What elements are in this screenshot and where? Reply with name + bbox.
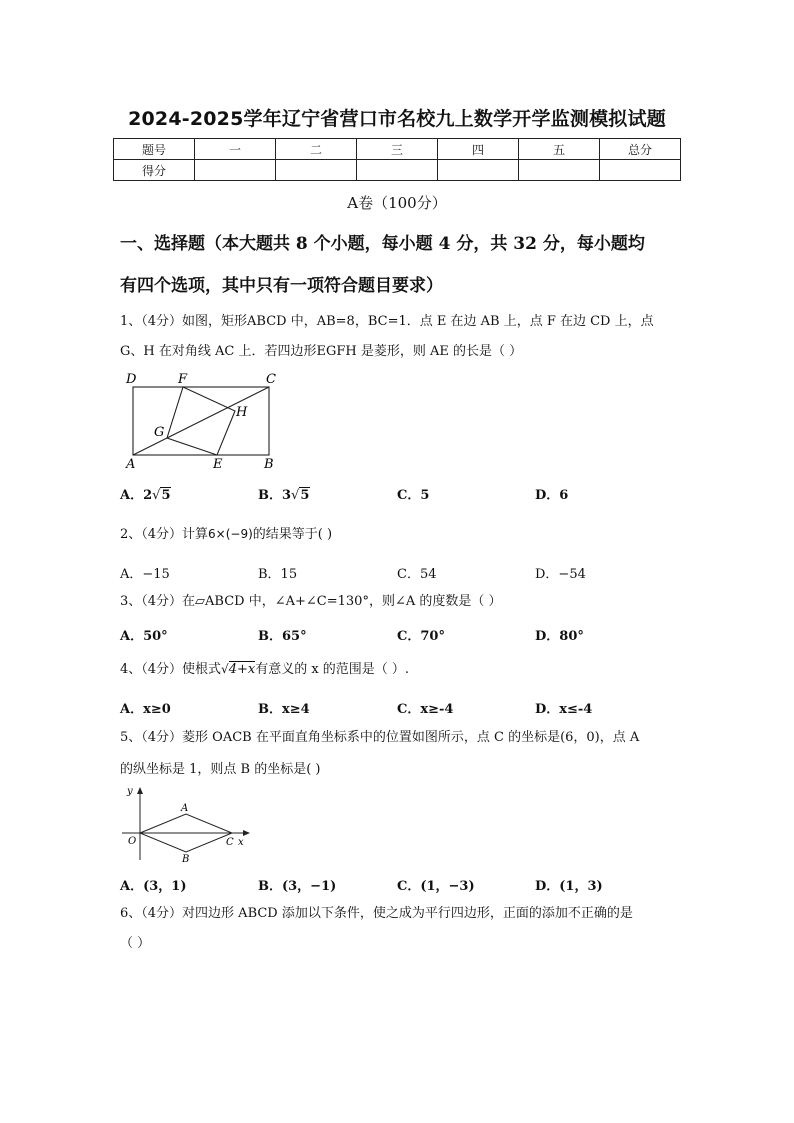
score-table-header-cell: 一 bbox=[195, 139, 276, 160]
score-table bbox=[113, 138, 681, 181]
q5-option-a[interactable]: A．(3，1) bbox=[120, 879, 187, 894]
label-h: H bbox=[236, 405, 248, 420]
q5-option-d[interactable]: D．(1，3) bbox=[535, 879, 603, 894]
question-2-prefix: 2、（4分）计算 bbox=[120, 527, 209, 542]
question-4-prefix: 4、（4分）使根式 bbox=[120, 662, 222, 677]
coordinate-rhombus-figure bbox=[118, 784, 258, 864]
label-g: G bbox=[154, 425, 165, 440]
q5-option-c[interactable]: C．(1，−3) bbox=[397, 879, 475, 894]
q1-option-c[interactable] bbox=[397, 484, 429, 503]
q2-option-b[interactable]: B．15 bbox=[258, 567, 298, 582]
score-table-score-row bbox=[114, 160, 681, 181]
question-5-line-1: 5、（4分）菱形 OACB 在平面直角坐标系中的位置如图所示，点 C 的坐标是(6，0)，点 A bbox=[120, 730, 640, 745]
y-axis-arrow-icon bbox=[137, 787, 143, 794]
score-table-header-cell: 二 bbox=[276, 139, 357, 160]
label-a: A bbox=[181, 803, 189, 814]
question-2 bbox=[120, 519, 680, 550]
q2-option-a[interactable]: A．−15 bbox=[120, 567, 170, 582]
score-table-header-cell: 五 bbox=[519, 139, 600, 160]
page-title: 2024-2025学年辽宁省营口市名校九上数学开学监测模拟试题 bbox=[128, 108, 666, 130]
score-table-header-row bbox=[114, 139, 681, 160]
label-a: A bbox=[126, 457, 136, 472]
q1-option-a-letter: A． bbox=[120, 488, 144, 503]
label-o: O bbox=[128, 836, 137, 847]
label-f: F bbox=[178, 372, 188, 387]
question-6-line-1: 6、（4分）对四边形 ABCD 添加以下条件，使之成为平行四边形，正面的添加不正确的是 bbox=[120, 906, 633, 921]
q1-option-d-letter: D． bbox=[535, 488, 560, 503]
section-1-heading-line-2: 有四个选项，其中只有一项符合题目要求） bbox=[120, 276, 443, 296]
score-cell[interactable] bbox=[600, 160, 681, 181]
q1-option-a[interactable]: A．2√5 bbox=[120, 488, 171, 503]
question-1-line-2: G、H 在对角线 AC 上．若四边形EGFH 是菱形，则 AE 的长是（ ） bbox=[120, 344, 523, 359]
score-cell[interactable] bbox=[357, 160, 438, 181]
label-b: B bbox=[182, 854, 190, 864]
label-b: B bbox=[264, 457, 274, 472]
x-axis-arrow-icon bbox=[243, 830, 250, 836]
q1-option-b-radicand: 5 bbox=[300, 488, 310, 503]
q3-option-b[interactable]: B．65° bbox=[258, 629, 307, 644]
rectangle-figure bbox=[118, 370, 288, 472]
q2-option-c[interactable]: C．54 bbox=[397, 567, 437, 582]
q4-option-b[interactable]: B．x≥4 bbox=[258, 702, 310, 717]
score-cell[interactable] bbox=[438, 160, 519, 181]
q1-option-a-coef: 2 bbox=[143, 488, 153, 503]
axis-label-x: x bbox=[238, 837, 244, 848]
question-6-line-2: （ ） bbox=[120, 936, 151, 951]
q3-option-c[interactable]: C．70° bbox=[397, 629, 445, 644]
q1-option-b-coef: 3 bbox=[282, 488, 292, 503]
question-2-expression: 6×(−9) bbox=[208, 527, 253, 541]
q2-option-d[interactable]: D．−54 bbox=[535, 567, 586, 582]
q4-option-d[interactable]: D．x≤-4 bbox=[535, 702, 593, 717]
q1-option-b-letter: B． bbox=[258, 488, 282, 503]
question-5-line-2: 的纵坐标是 1，则点 B 的坐标是( ) bbox=[120, 762, 321, 777]
score-cell[interactable] bbox=[276, 160, 357, 181]
q5-option-b[interactable]: B．(3，−1) bbox=[258, 879, 337, 894]
label-c: C bbox=[226, 837, 234, 848]
q1-option-a-radicand: 5 bbox=[161, 488, 171, 503]
score-cell[interactable] bbox=[519, 160, 600, 181]
score-table-header-cell: 三 bbox=[357, 139, 438, 160]
score-row-label: 得分 bbox=[114, 160, 195, 181]
label-e: E bbox=[213, 457, 223, 472]
question-4: 4、（4分）使根式√4+x有意义的 x 的范围是（ ）. bbox=[120, 662, 410, 677]
q3-option-d[interactable]: D．80° bbox=[535, 629, 584, 644]
q3-option-a[interactable]: A．50° bbox=[120, 629, 168, 644]
q1-option-d-text: 6 bbox=[559, 488, 569, 503]
label-d: D bbox=[126, 372, 137, 387]
q4-option-c[interactable]: C．x≥-4 bbox=[397, 702, 454, 717]
axis-label-y: y bbox=[127, 786, 133, 797]
q4-option-a[interactable]: A．x≥0 bbox=[120, 702, 171, 717]
question-4-suffix: 有意义的 x 的范围是（ ）. bbox=[255, 662, 410, 677]
label-c: C bbox=[266, 372, 276, 387]
score-table-header-cell: 四 bbox=[438, 139, 519, 160]
question-1-line-1: 1、（4分）如图，矩形ABCD 中，AB=8，BC=1．点 E 在边 AB 上，点 F 在边 CD 上，点 bbox=[120, 314, 654, 329]
diagonal-ac bbox=[133, 387, 269, 455]
question-4-radicand: 4+x bbox=[228, 662, 256, 677]
q1-option-c-letter: C． bbox=[397, 488, 421, 503]
q1-option-b[interactable]: B．3√5 bbox=[258, 488, 310, 503]
section-a-heading: A卷（100分） bbox=[347, 194, 447, 212]
q1-option-c-text: 5 bbox=[420, 488, 430, 503]
question-3: 3、（4分）在▱ABCD 中，∠A+∠C=130°，则∠A 的度数是（ ） bbox=[120, 594, 502, 609]
score-table-header-cell: 总分 bbox=[600, 139, 681, 160]
section-1-heading-line-1: 一、选择题（本大题共 8 个小题，每小题 4 分，共 32 分，每小题均 bbox=[120, 234, 645, 254]
score-table-header-cell: 题号 bbox=[114, 139, 195, 160]
question-2-suffix: 的结果等于( ) bbox=[252, 527, 333, 542]
q1-option-d[interactable] bbox=[535, 484, 568, 503]
score-cell[interactable] bbox=[195, 160, 276, 181]
